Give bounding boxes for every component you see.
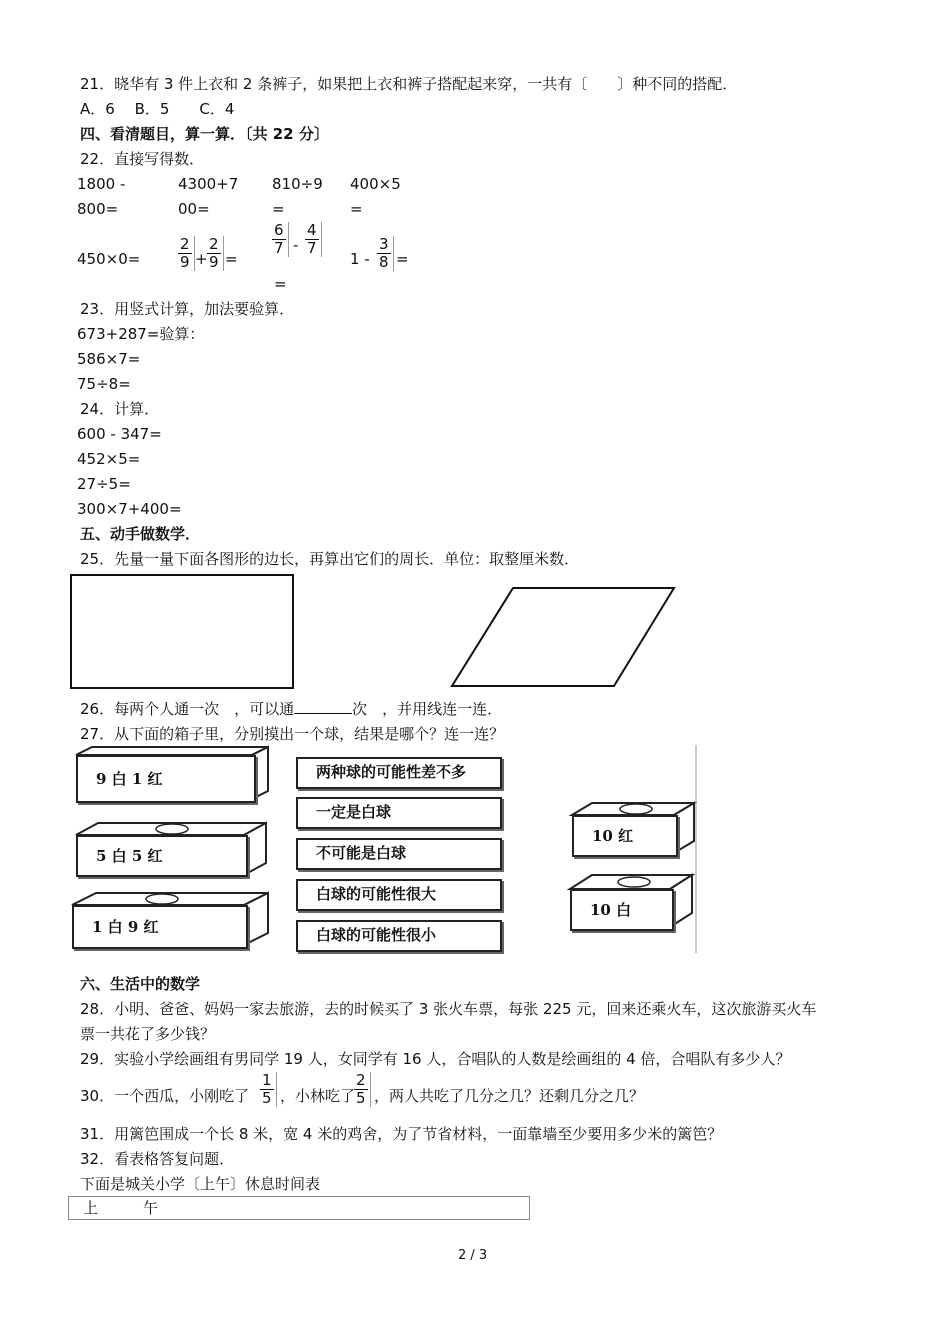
statement-white-unlikely[interactable]: 白球的可能性很小 — [296, 920, 502, 952]
q27-figure — [68, 745, 698, 955]
q29-text: 29．实验小学绘画组有男同学 19 人，女同学有 16 人，合唱队的人数是绘画组的 4 倍，合唱队有多少人？ — [80, 1050, 791, 1068]
rectangle-shape — [71, 575, 293, 688]
q30-part-a: 30．一个西瓜，小刚吃了 — [80, 1087, 250, 1105]
q22-item-2: 4300+7 — [178, 175, 239, 193]
fraction-2-5: $\frac{2}{5}$ — [354, 1072, 368, 1107]
fraction-3-8: $\frac{3}{8}$ — [377, 236, 391, 271]
rest-schedule-table — [68, 1196, 530, 1220]
q28-line-2: 票一共花了多少钱？ — [80, 1025, 216, 1043]
q24-line-4: 300×7+400= — [77, 500, 182, 518]
q23-title: 23．用竖式计算，加法要验算． — [80, 300, 295, 318]
q23-line-1: 673+287=验算： — [77, 325, 205, 343]
statement-always-white[interactable]: 一定是白球 — [296, 797, 502, 829]
q24-line-1: 600 - 347= — [77, 425, 162, 443]
fraction-1-5: $\frac{1}{5}$ — [260, 1072, 274, 1107]
page-number: 2 / 3 — [458, 1248, 488, 1263]
q32-title: 32．看表格答复问题． — [80, 1150, 235, 1168]
q30-part-b: ，小林吃了 — [280, 1087, 356, 1105]
q22-item-1-cont: 800= — [77, 200, 119, 218]
q26-answer-blank[interactable] — [294, 699, 352, 714]
statement-equal-chance[interactable]: 两种球的可能性差不多 — [296, 757, 502, 789]
equals-sign: = — [225, 250, 238, 268]
q31-text: 31．用篱笆围成一个长 8 米，宽 4 米的鸡舍，为了节省材料，一面靠墙至少要用多少米的篱笆？ — [80, 1125, 723, 1143]
statement-never-white[interactable]: 不可能是白球 — [296, 838, 502, 870]
section-4-title: 四、看清题目，算一算．〔共 22 分〕 — [80, 125, 329, 143]
statement-white-likely[interactable]: 白球的可能性很大 — [296, 879, 502, 911]
section-5-title: 五、动手做数学． — [80, 525, 201, 543]
fraction-4-7: $\frac{4}{7}$ — [305, 222, 319, 257]
q22-title: 22．直接写得数． — [80, 150, 205, 168]
q22-item-4-cont: = — [350, 200, 363, 218]
box-1-white-9-red: 1 白 9 红 — [72, 905, 248, 949]
q26-before: 26．每两个人通一次 ，可以通 — [80, 700, 295, 718]
q22-item-1: 1800 - — [77, 175, 126, 193]
one-minus: 1 - — [350, 250, 370, 268]
box-10-white: 10 白 — [570, 889, 674, 931]
q26-after: 次 ，并用线连一连． — [352, 700, 503, 718]
q22-item-3: 810÷9 — [272, 175, 323, 193]
fraction-6-7: $\frac{6}{7}$ — [272, 222, 286, 257]
q22-item-2-cont: 00= — [178, 200, 210, 218]
section-6-title: 六、生活中的数学 — [80, 975, 201, 993]
q25-title: 25．先量一量下面各图形的边长，再算出它们的周长．单位：取整厘米数． — [80, 550, 580, 568]
minus-sign: - — [293, 236, 299, 254]
fraction-2-9-b: $\frac{2}{9}$ — [207, 236, 221, 271]
q21-options: A．6 B．5 C．4 — [80, 100, 235, 118]
plus-sign: + — [195, 250, 208, 268]
table-header-morning: 上 午 — [83, 1199, 159, 1217]
box-5-white-5-red: 5 白 5 红 — [76, 835, 248, 877]
parallelogram-shape — [452, 588, 674, 686]
q23-line-2: 586×7= — [77, 350, 141, 368]
fraction-2-9-a: $\frac{2}{9}$ — [178, 236, 192, 271]
equals-sign-3: = — [396, 250, 409, 268]
q28-line-1: 28．小明、爸爸、妈妈一家去旅游，去的时候买了 3 张火车票，每张 225 元，回来还乘火车，这次旅游买火车 — [80, 1000, 817, 1018]
q22-item-5: 450×0= — [77, 250, 141, 268]
q24-line-3: 27÷5= — [77, 475, 131, 493]
q27-title: 27．从下面的箱子里，分别摸出一个球，结果是哪个？连一连？ — [80, 725, 505, 743]
q25-shapes — [68, 572, 678, 694]
q21-text: 21．晓华有 3 件上衣和 2 条裤子，如果把上衣和裤子搭配起来穿，一共有〔 〕种不同的搭配． — [80, 75, 738, 93]
q22-item-3-cont: = — [272, 200, 285, 218]
q23-line-3: 75÷8= — [77, 375, 131, 393]
q24-title: 24．计算． — [80, 400, 160, 418]
box-10-red: 10 红 — [572, 815, 678, 857]
q26-text — [80, 699, 502, 719]
q22-item-4: 400×5 — [350, 175, 401, 193]
q32-subtitle: 下面是城关小学〔上午〕休息时间表 — [80, 1175, 321, 1193]
q24-line-2: 452×5= — [77, 450, 141, 468]
box-9-white-1-red: 9 白 1 红 — [76, 755, 256, 803]
q30-part-c: ，两人共吃了几分之几？还剩几分之几？ — [374, 1087, 645, 1105]
equals-sign-2: = — [274, 275, 287, 293]
